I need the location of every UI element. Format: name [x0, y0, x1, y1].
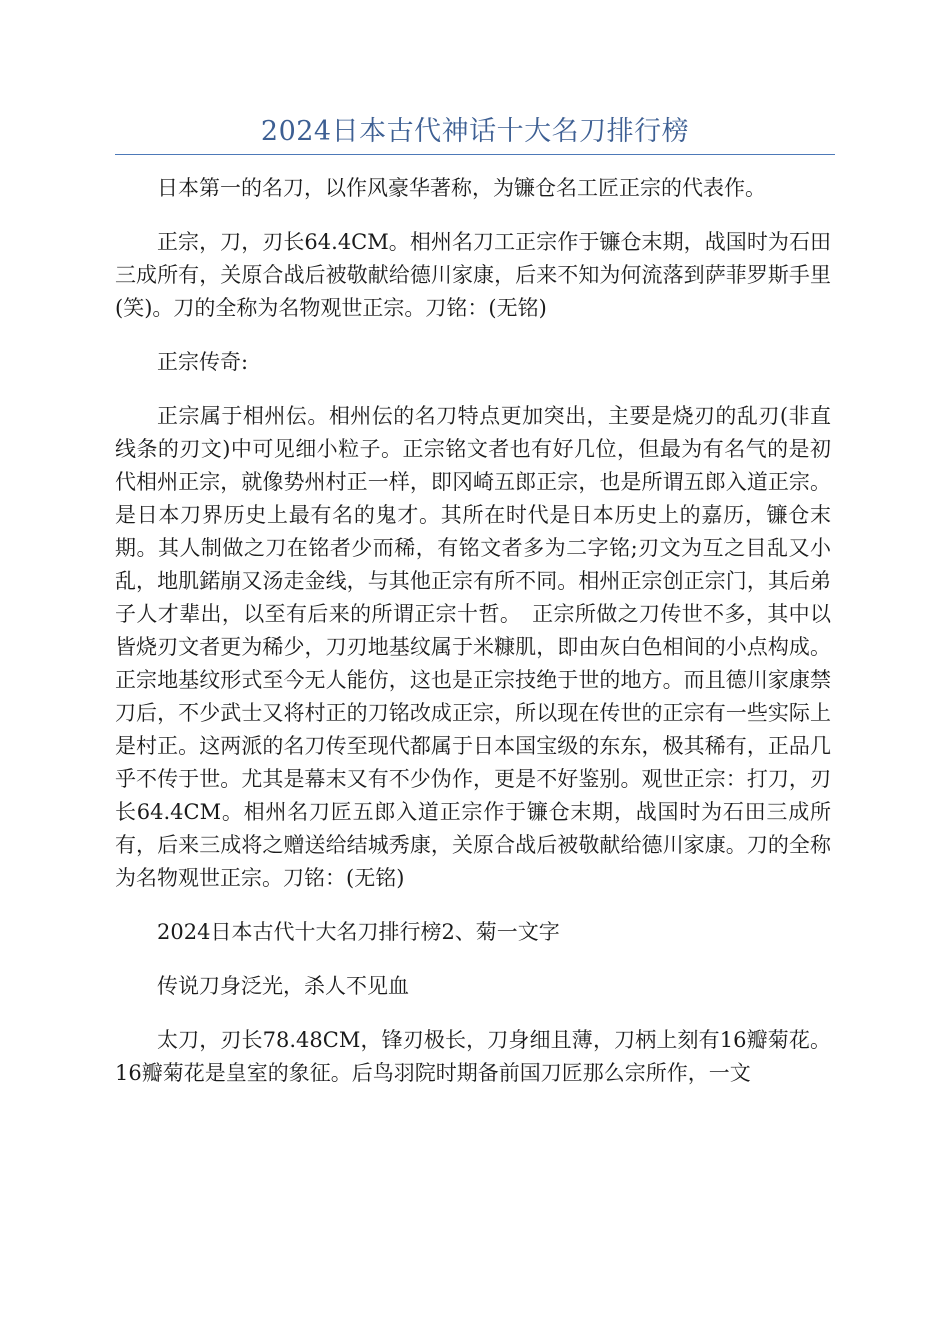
document-title: 2024日本古代神话十大名刀排行榜 — [260, 116, 690, 147]
document-body — [115, 172, 831, 1111]
title-underline — [115, 154, 835, 155]
paragraph-kikuichimonji-tagline: 传说刀身泛光，杀人不见血 — [157, 974, 409, 998]
paragraph-section-heading: 2024日本古代十大名刀排行榜2、菊一文字 — [157, 920, 560, 944]
paragraph-masamune-summary: 正宗，刀，刃长64.4CM。相州名刀工正宗作于镰仓末期，战国时为石田三成所有，关原合战后被敬献给德川家康，后来不知为何流落到萨菲罗斯手里(笑)。刀的全称为名物观世正宗。刀铭：(无铭) — [115, 230, 831, 320]
paragraph-masamune-legend: 正宗属于相州伝。相州伝的名刀特点更加突出，主要是烧刃的乱刃(非直线条的刃文)中可见细小粒子。正宗铭文者也有好几位，但最为有名气的是初代相州正宗，就像势州村正一样，即冈崎五郎正宗，也是所谓五郎入道正宗。是日本刀界历史上最有名的鬼才。其所在时代是日本历史上的嘉历，镰仓末期。其人制做之刀在铭者少而稀，有铭文者多为二字铭;刃文为互之目乱又小乱，地肌鍩崩又汤走金线，与其他正宗有所不同。相州正宗创正宗门，其后弟子人才辈出，以至有后来的所谓正宗十哲。 正宗所做之刀传世不多，其中以皆烧刃文者更为稀少，刀刃地基纹属于米糠肌，即由灰白色相间的小点构成。正宗地基纹形式至今无人能仿，这也是正宗技绝于世的地方。而且德川家康禁刀后，不少武士又将村正的刀铭改成正宗，所以现在传世的正宗有一些实际上是村正。这两派的名刀传至现代都属于日本国宝级的东东，极其稀有，正品几乎不传于世。尤其是幕末又有不少伪作，更是不好鉴别。观世正宗：打刀，刃长64.4CM。相州名刀匠五郎入道正宗作于镰仓末期，战国时为石田三成所有，后来三成将之赠送给结城秀康，关原合战后被敬献给德川家康。刀的全称为名物观世正宗。刀铭：(无铭) — [115, 404, 831, 890]
paragraph-intro: 日本第一的名刀，以作风豪华著称，为镰仓名工匠正宗的代表作。 — [157, 176, 766, 200]
paragraph-kikuichimonji-description: 太刀，刃长78.48CM，锋刃极长，刀身细且薄，刀柄上刻有16瓣菊花。16瓣菊花是皇室的象征。后鸟羽院时期备前国刀匠那么宗所作，一文 — [115, 1028, 831, 1085]
paragraph-masamune-legend-heading: 正宗传奇: — [157, 350, 249, 374]
